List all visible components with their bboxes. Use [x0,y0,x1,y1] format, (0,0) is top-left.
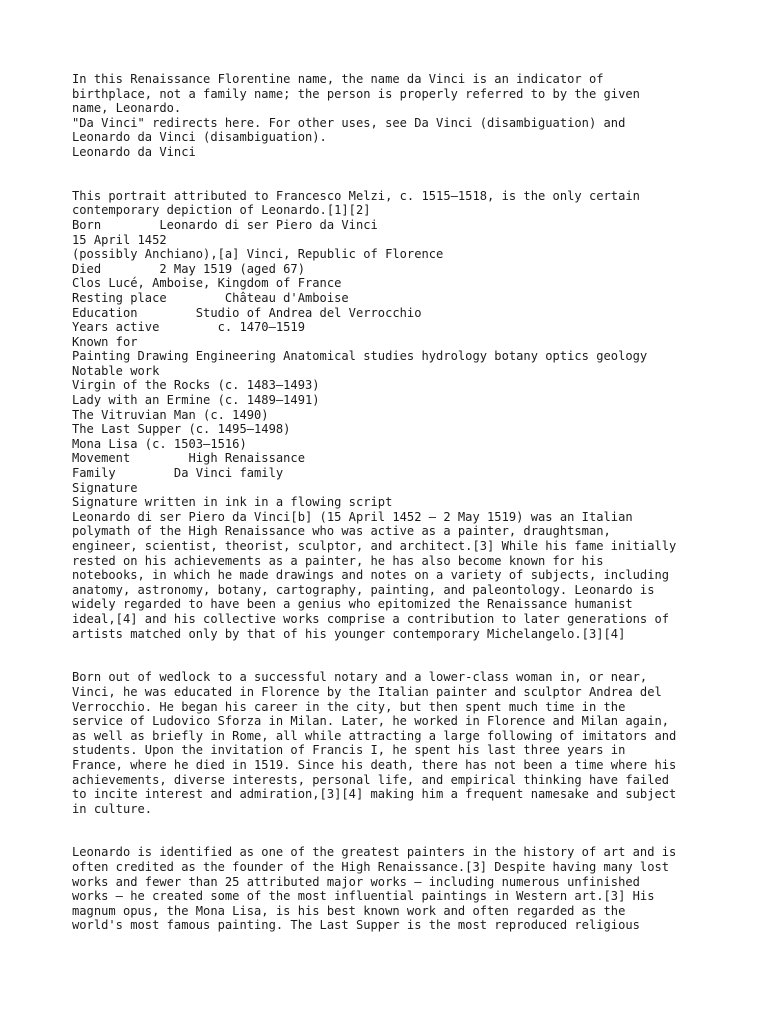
text-line: widely regarded to have been a genius who epitomized the Renaissance humanist [72,597,633,612]
paragraph-gap [72,816,712,845]
infobox-movement: Movement High Renaissance [72,451,305,466]
infobox-signature-alt: Signature written in ink in a flowing script [72,495,393,510]
portrait-caption: This portrait attributed to Francesco Melzi, c. 1515–1518, is the only certain [72,188,640,203]
paragraph-gap [72,160,712,189]
text-line: Leonardo da Vinci (disambiguation). [72,130,327,145]
infobox-born: Born Leonardo di ser Piero da Vinci [72,217,378,232]
infobox-years-active: Years active c. 1470–1519 [72,320,305,335]
infobox-born-date: 15 April 1452 [72,232,167,247]
infobox-notable-work: The Vitruvian Man (c. 1490) [72,407,269,422]
paragraph-gap [72,641,712,670]
intro-block [72,72,712,160]
text-line: students. Upon the invitation of Francis I, he spent his last three years in [72,743,626,758]
text-line: notebooks, in which he made drawings and notes on a variety of subjects, including [72,568,670,583]
infobox-education: Education Studio of Andrea del Verrocchio [72,305,422,320]
infobox-notable-work: The Last Supper (c. 1495–1498) [72,422,291,437]
text-line: service of Ludovico Sforza in Milan. Later, he worked in Florence and Milan again, [72,714,670,729]
infobox-died-place: Clos Lucé, Amboise, Kingdom of France [72,276,342,291]
text-line: In this Renaissance Florentine name, the name da Vinci is an indicator of [72,72,604,86]
infobox-resting-place: Resting place Château d'Amboise [72,290,349,305]
infobox-signature-label: Signature [72,480,138,495]
text-line: anatomy, astronomy, botany, cartography, painting, and paleontology. Leonardo is [72,582,655,597]
paragraph [72,670,712,816]
text-line: achievements, diverse interests, personal life, and empirical thinking have failed [72,772,670,787]
text-line: "Da Vinci" redirects here. For other uses, see Da Vinci (disambiguation) and [72,115,626,130]
text-line: works – he created some of the most influential paintings in Western art.[3] His [72,889,655,904]
text-line: ideal,[4] and his collective works comprise a contribution to later generations of [72,611,670,626]
text-line: Born out of wedlock to a successful notary and a lower-class woman in, or near, [72,670,648,685]
text-line: France, where he died in 1519. Since his death, there has not been a time where his [72,757,677,772]
text-line: name, Leonardo. [72,101,182,116]
infobox-died: Died 2 May 1519 (aged 67) [72,261,305,276]
infobox-known-for-label: Known for [72,334,138,349]
text-line: to incite interest and admiration,[3][4] making him a frequent namesake and subject [72,787,677,802]
infobox-born-place: (possibly Anchiano),[a] Vinci, Republic of Florence [72,247,444,262]
article-title: Leonardo da Vinci [72,144,196,159]
portrait-caption: contemporary depiction of Leonardo.[1][2] [72,203,371,218]
paragraph [72,845,712,933]
infobox-notable-work: Virgin of the Rocks (c. 1483–1493) [72,378,320,393]
text-line: Leonardo is identified as one of the greatest painters in the history of art and is [72,845,677,860]
text-line: artists matched only by that of his younger contemporary Michelangelo.[3][4] [72,626,626,641]
text-line: magnum opus, the Mona Lisa, is his best known work and often regarded as the [72,903,626,918]
text-line: world's most famous painting. The Last Supper is the most reproduced religious [72,918,640,933]
text-line: rested on his achievements as a painter, he has also become known for his [72,553,604,568]
infobox-family: Family Da Vinci family [72,466,284,481]
text-line: Vinci, he was educated in Florence by the Italian painter and sculptor Andrea del [72,684,662,699]
text-line: works and fewer than 25 attributed major works – including numerous unfinished [72,874,640,889]
infobox-notable-work-label: Notable work [72,363,160,378]
infobox-known-for: Painting Drawing Engineering Anatomical studies hydrology botany optics geology [72,349,648,364]
text-line: engineer, scientist, theorist, sculptor, and architect.[3] While his fame initially [72,539,677,553]
infobox-notable-work: Mona Lisa (c. 1503–1516) [72,436,247,451]
text-line: birthplace, not a family name; the person is properly referred to by the given [72,86,640,101]
document-page [72,72,712,933]
infobox-block [72,189,712,641]
text-line: often credited as the founder of the High Renaissance.[3] Despite having many lost [72,860,670,875]
text-line: Leonardo di ser Piero da Vinci[b] (15 April 1452 – 2 May 1519) was an Italian [72,509,633,524]
infobox-notable-work: Lady with an Ermine (c. 1489–1491) [72,393,320,408]
text-line: in culture. [72,801,153,816]
text-line: polymath of the High Renaissance who was active as a painter, draughtsman, [72,524,611,539]
text-line: as well as briefly in Rome, all while attracting a large following of imitators and [72,728,677,743]
text-line: Verrocchio. He began his career in the city, but then spent much time in the [72,699,626,714]
